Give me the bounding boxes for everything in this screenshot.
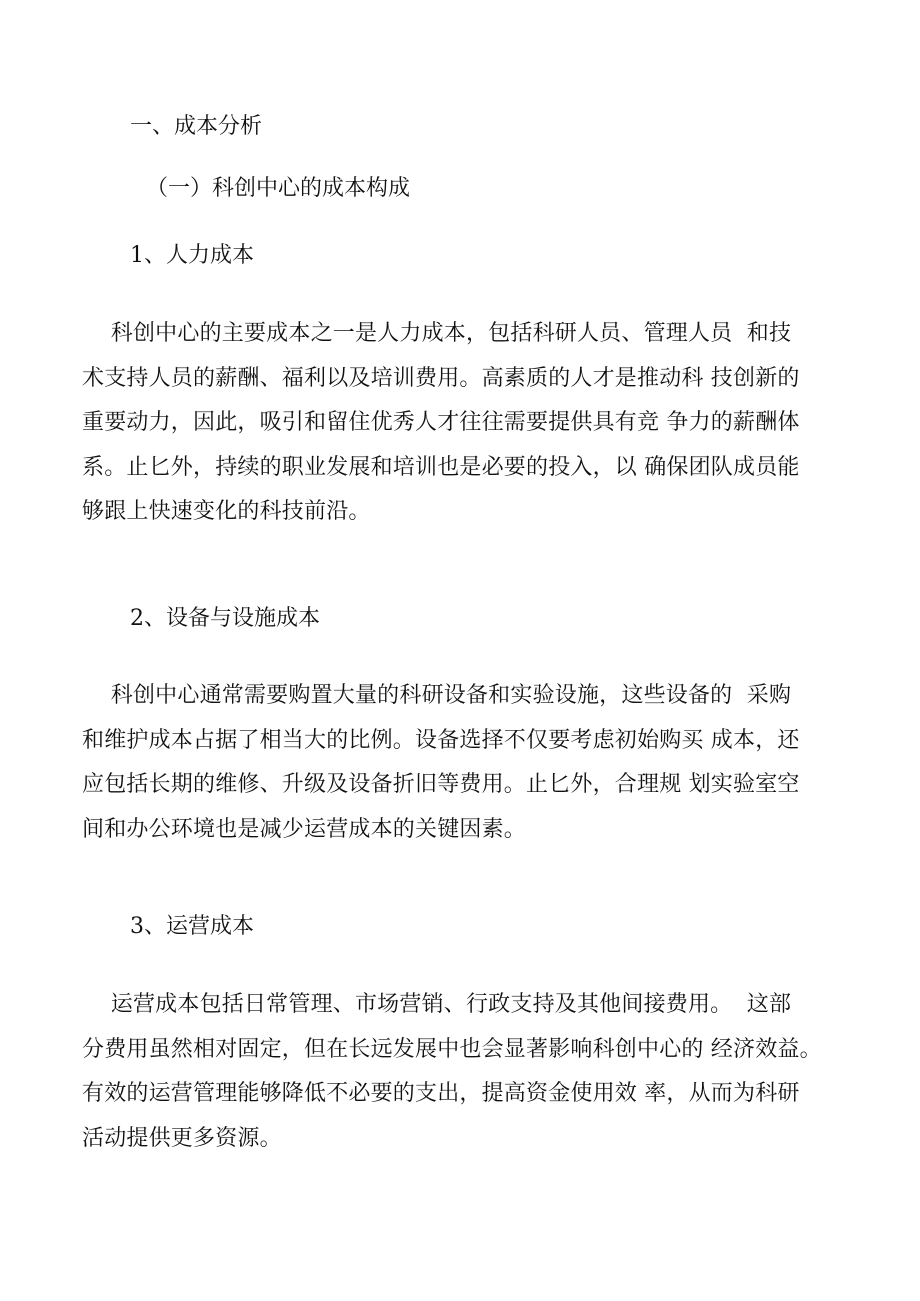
item-heading-labor-cost: 1、人力成本	[130, 243, 254, 268]
paragraph-labor-cost	[82, 312, 800, 535]
paragraph-line: 运营成本包括日常管理、市场营销、行政支持及其他间接费用。 这部	[82, 992, 792, 1017]
item-heading-equipment-cost: 2、设备与设施成本	[130, 606, 320, 631]
paragraph-equipment-cost	[82, 674, 800, 852]
paragraph-line: 和维护成本占据了相当大的比例。设备选择不仅要考虑初始购买 成本，还	[82, 727, 800, 753]
paragraph-line: 科创中心通常需要购置大量的科研设备和实验设施，这些设备的 采购	[82, 683, 792, 708]
paragraph-line: 术支持人员的薪酬、福利以及培训费用。高素质的人才是推动科 技创新的	[82, 365, 800, 391]
paragraph-line: 有效的运营管理能够降低不必要的支出，提高资金使用效 率，从而为科研	[82, 1081, 800, 1107]
paragraph-line: 活动提供更多资源。	[82, 1125, 282, 1151]
paragraph-operating-cost	[82, 983, 822, 1161]
paragraph-line: 系。止匕外，持续的职业发展和培训也是必要的投入，以 确保团队成员能	[82, 454, 800, 480]
paragraph-line: 应包括长期的维修、升级及设备折旧等费用。止匕外，合理规 划实验室空	[82, 772, 800, 798]
paragraph-line: 够跟上快速变化的科技前沿。	[82, 499, 371, 525]
paragraph-line: 重要动力，因此，吸引和留住优秀人才往往需要提供具有竞 争力的薪酬体	[82, 410, 800, 436]
paragraph-line: 间和办公环境也是减少运营成本的关键因素。	[82, 816, 527, 842]
section-title: 一、成本分析	[130, 114, 263, 139]
subsection-title: （一）科创中心的成本构成	[146, 176, 411, 201]
paragraph-line: 科创中心的主要成本之一是人力成本，包括科研人员、管理人员 和技	[82, 321, 792, 346]
item-heading-operating-cost: 3、运营成本	[130, 914, 254, 939]
paragraph-line: 分费用虽然相对固定，但在长远发展中也会显著影响科创中心的 经济效益。	[82, 1036, 822, 1062]
